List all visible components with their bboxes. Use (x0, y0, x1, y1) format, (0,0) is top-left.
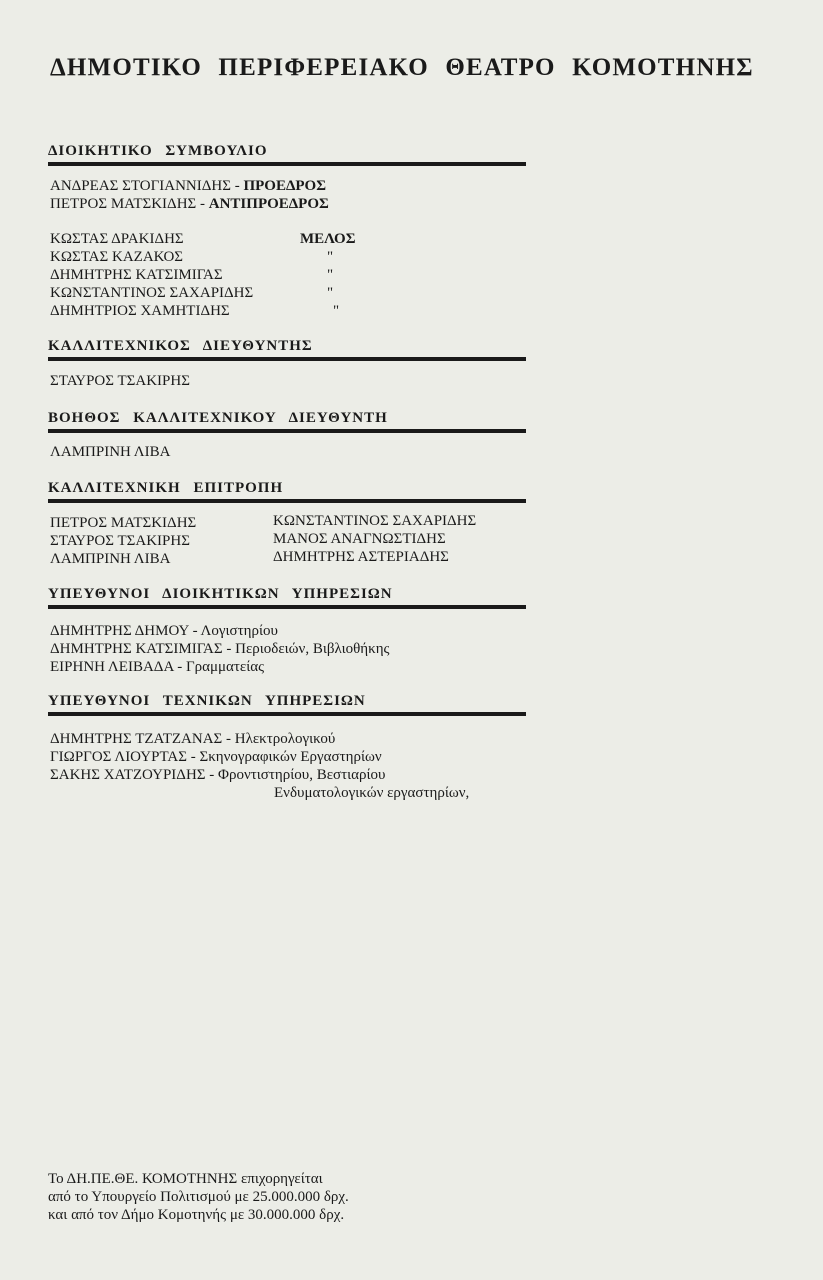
board-member-name: ΚΩΝΣΤΑΝΤΙΝΟΣ ΣΑΧΑΡΙΔΗΣ (50, 285, 254, 301)
board-member-name: ΔΗΜΗΤΡΙΟΣ ΧΑΜΗΤΙΔΗΣ (50, 303, 230, 319)
board-vice-role: ΑΝΤΙΠΡΟΕΔΡΟΣ (208, 196, 329, 212)
section-heading-artistic-director: ΚΑΛΛΙΤΕΧΝΙΚΟΣ ΔΙΕΥΘΥΝΤΗΣ (48, 338, 313, 354)
admin-service-line: ΕΙΡΗΝΗ ΛΕΙΒΑΔΑ - Γραμματείας (50, 659, 265, 675)
committee-member-left: ΠΕΤΡΟΣ ΜΑΤΣΚΙΔΗΣ (50, 515, 197, 531)
tech-service-line: Ενδυματολογικών εργαστηρίων, (274, 785, 470, 801)
section-assistant-director (48, 410, 526, 433)
assistant-director-name: ΛΑΜΠΡΙΝΗ ΛΙΒΑ (50, 444, 171, 460)
admin-service-line: ΔΗΜΗΤΡΗΣ ΚΑΤΣΙΜΙΓΑΣ - Περιοδειών, Βιβλιοθήκης (50, 641, 390, 657)
page-title: ΔΗΜΟΤΙΚΟ ΠΕΡΙΦΕΡΕΙΑΚΟ ΘΕΑΤΡΟ ΚΟΜΟΤΗΝΗΣ (50, 54, 754, 81)
section-rule (48, 429, 526, 433)
committee-member-left: ΛΑΜΠΡΙΝΗ ΛΙΒΑ (50, 551, 171, 567)
section-artistic-director (48, 338, 526, 361)
funding-note (48, 1170, 349, 1224)
board-vice-name: ΠΕΤΡΟΣ ΜΑΤΣΚΙΔΗΣ - (50, 196, 209, 212)
artistic-director-name: ΣΤΑΥΡΟΣ ΤΣΑΚΙΡΗΣ (50, 373, 190, 389)
section-heading-admin-services: ΥΠΕΥΘΥΝΟΙ ΔΙΟΙΚΗΤΙΚΩΝ ΥΠΗΡΕΣΙΩΝ (48, 586, 393, 602)
section-board (48, 143, 526, 166)
section-tech-services (48, 693, 526, 716)
tech-service-line: ΓΙΩΡΓΟΣ ΛΙΟΥΡΤΑΣ - Σκηνογραφικών Εργαστηρίων (50, 749, 382, 765)
section-heading-board: ΔΙΟΙΚΗΤΙΚΟ ΣΥΜΒΟΥΛΙΟ (48, 143, 268, 159)
board-member-name: ΚΩΣΤΑΣ ΔΡΑΚΙΔΗΣ (50, 231, 184, 247)
board-president-role: ΠΡΟΕΔΡΟΣ (243, 178, 326, 194)
board-member-role: " (333, 303, 340, 319)
committee-member-right: ΔΗΜΗΤΡΗΣ ΑΣΤΕΡΙΑΔΗΣ (273, 549, 449, 565)
board-member-name: ΔΗΜΗΤΡΗΣ ΚΑΤΣΙΜΙΓΑΣ (50, 267, 223, 283)
board-president-name: ΑΝΔΡΕΑΣ ΣΤΟΓΙΑΝΝΙΔΗΣ - (50, 178, 244, 194)
section-rule (48, 357, 526, 361)
section-heading-assistant-director: ΒΟΗΘΟΣ ΚΑΛΛΙΤΕΧΝΙΚΟΥ ΔΙΕΥΘΥΝΤΗ (48, 410, 388, 426)
committee-member-right: ΚΩΝΣΤΑΝΤΙΝΟΣ ΣΑΧΑΡΙΔΗΣ (273, 513, 477, 529)
board-vice-line (50, 195, 329, 213)
section-heading-artistic-committee: ΚΑΛΛΙΤΕΧΝΙΚΗ ΕΠΙΤΡΟΠΗ (48, 480, 284, 496)
tech-service-line: ΔΗΜΗΤΡΗΣ ΤΖΑΤΖΑΝΑΣ - Ηλεκτρολογικού (50, 731, 336, 747)
section-rule (48, 712, 526, 716)
board-member-role: ΜΕΛΟΣ (300, 231, 356, 247)
section-artistic-committee (48, 480, 526, 503)
section-heading-tech-services: ΥΠΕΥΘΥΝΟΙ ΤΕΧΝΙΚΩΝ ΥΠΗΡΕΣΙΩΝ (48, 693, 366, 709)
committee-member-right: ΜΑΝΟΣ ΑΝΑΓΝΩΣΤΙΔΗΣ (273, 531, 446, 547)
admin-service-line: ΔΗΜΗΤΡΗΣ ΔΗΜΟΥ - Λογιστηρίου (50, 623, 278, 639)
tech-service-line: ΣΑΚΗΣ ΧΑΤΖΟΥΡΙΔΗΣ - Φροντιστηρίου, Βεστιαρίου (50, 767, 386, 783)
funding-note-line: από το Υπουργείο Πολιτισμού με 25.000.000 δρχ. (48, 1189, 349, 1205)
funding-note-line: Το ΔΗ.ΠΕ.ΘΕ. ΚΟΜΟΤΗΝΗΣ επιχορηγείται (48, 1171, 323, 1187)
section-rule (48, 499, 526, 503)
section-admin-services (48, 586, 526, 609)
board-member-name: ΚΩΣΤΑΣ ΚΑΖΑΚΟΣ (50, 249, 184, 265)
board-member-role: " (327, 267, 334, 283)
board-member-role: " (327, 249, 334, 265)
board-member-role: " (327, 285, 334, 301)
funding-note-line: και από τον Δήμο Κομοτηνής με 30.000.000 δρχ. (48, 1207, 345, 1223)
section-rule (48, 162, 526, 166)
board-president-line (50, 177, 326, 195)
section-rule (48, 605, 526, 609)
committee-member-left: ΣΤΑΥΡΟΣ ΤΣΑΚΙΡΗΣ (50, 533, 190, 549)
